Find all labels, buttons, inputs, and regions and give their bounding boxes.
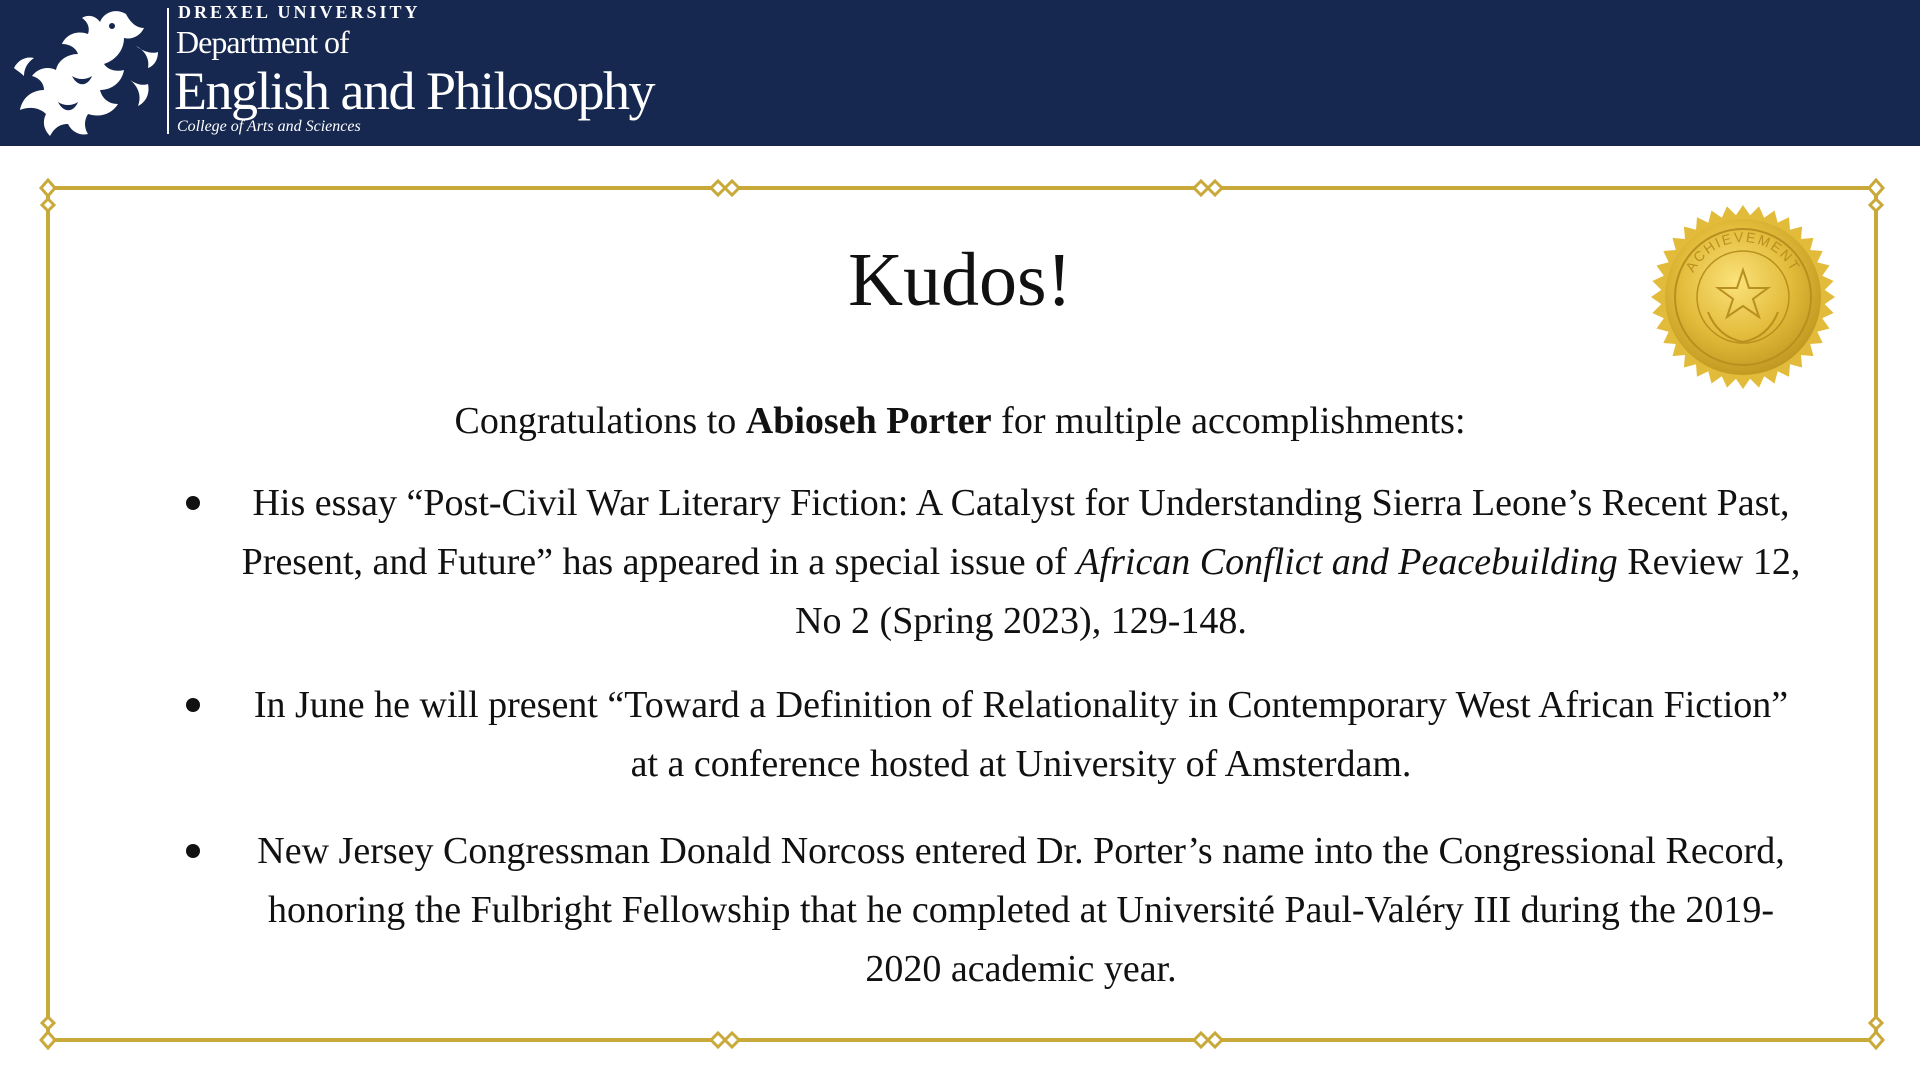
bullet-icon xyxy=(186,496,200,510)
corner-ornament-icon xyxy=(1869,1032,1883,1048)
department-name: English and Philosophy xyxy=(174,61,655,121)
honoree-name: Abioseh Porter xyxy=(745,400,992,442)
list-item-text: New Jersey Congressman Donald Norcoss entered Dr. Porter’s name into the Congressional Record, honoring the Fulbright Fellowship that he completed at Université Paul-Valéry III during the 2019-2020 academic year. xyxy=(257,830,1785,990)
list-item-text: His essay “Post-Civil War Literary Fiction: A Catalyst for Understanding Sierra Leone’s Recent Past, Present, and Future” has appeared in a special issue of African Conflict and Peacebuilding Review 12, No 2 (Spring 2023), 129-148. xyxy=(241,482,1801,642)
corner-ornament-icon xyxy=(41,1032,55,1048)
bullet-icon xyxy=(186,698,200,712)
corner-ornament-icon xyxy=(1869,180,1883,196)
page-title: Kudos! xyxy=(848,238,1072,322)
bullet-icon xyxy=(186,844,200,858)
intro-suffix: for multiple accomplishments: xyxy=(991,400,1466,442)
journal-title: African Conflict and Peacebuilding xyxy=(1076,541,1618,583)
intro-line xyxy=(0,396,1920,446)
university-name: DREXEL UNIVERSITY xyxy=(178,2,421,22)
intro-prefix: Congratulations to xyxy=(454,400,746,442)
corner-ornament-icon xyxy=(41,180,55,196)
department-prefix: Department of xyxy=(176,24,349,60)
college-name: College of Arts and Sciences xyxy=(177,118,361,135)
list-item-text: In June he will present “Toward a Definition of Relationality in Contemporary West African Fiction” at a conference hosted at University of Amsterdam. xyxy=(253,684,1789,785)
seal-text: ACHIEVEMENT xyxy=(1682,228,1804,275)
